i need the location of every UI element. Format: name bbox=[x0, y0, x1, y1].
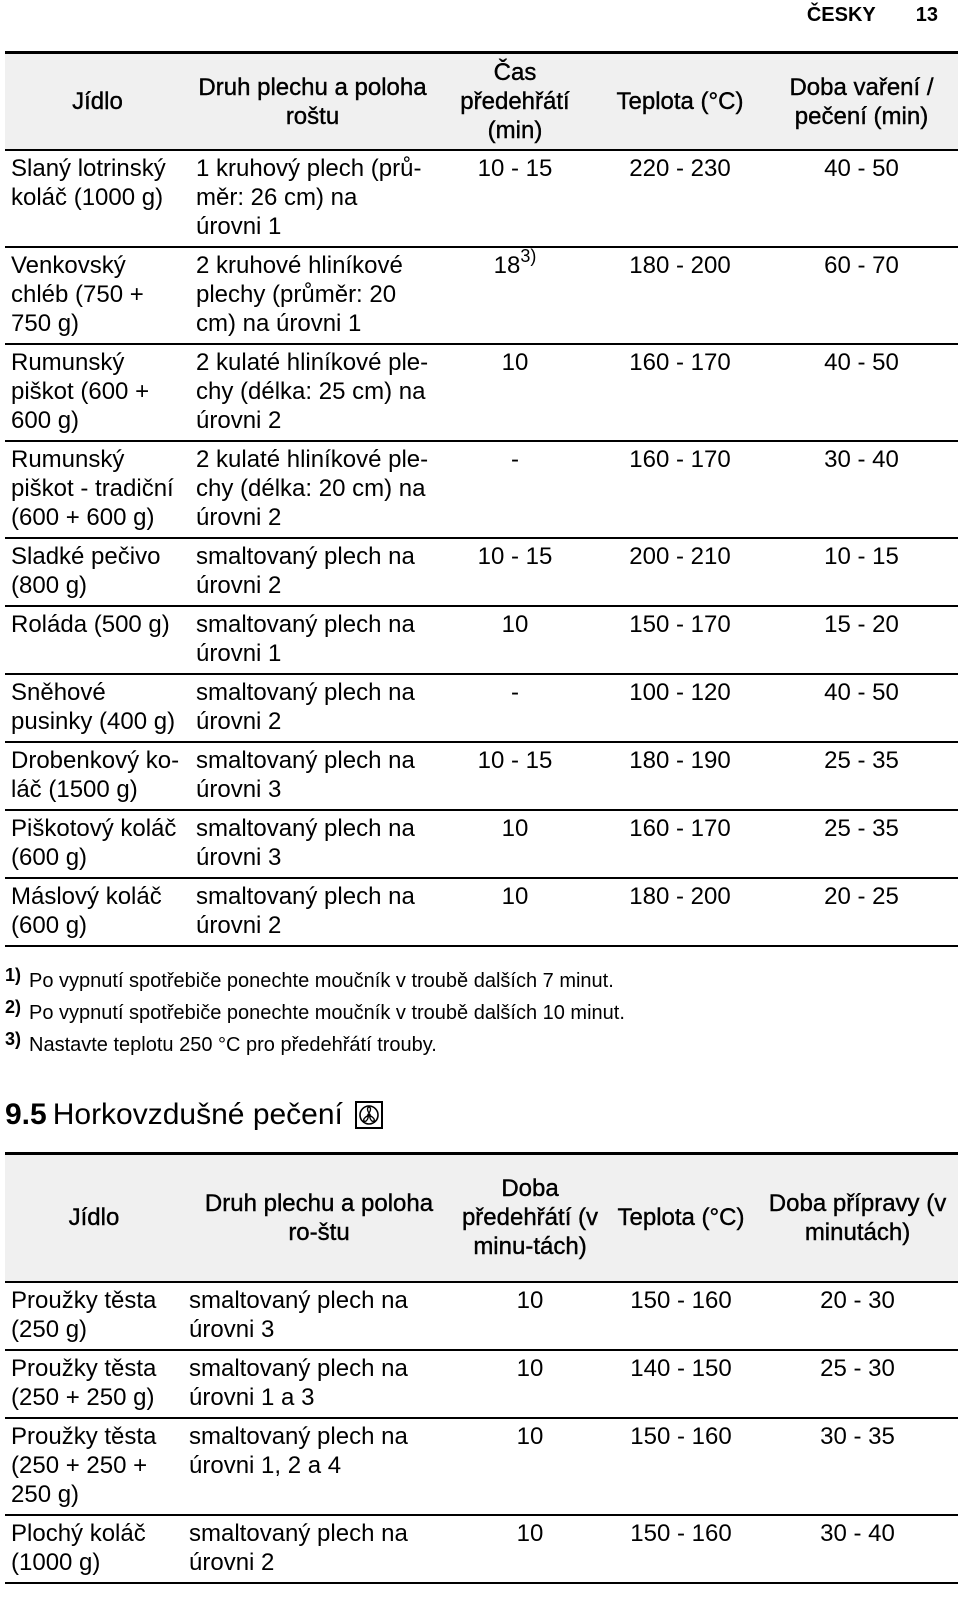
preheat-value: 10 - 15 bbox=[477, 747, 553, 774]
time-cell: 30 - 35 bbox=[820, 1422, 895, 1450]
food-cell: Sladké pečivo (800 g) bbox=[11, 543, 161, 599]
preheat-cell bbox=[435, 150, 595, 247]
preheat-value: 10 bbox=[501, 883, 529, 910]
preheat-cell bbox=[435, 344, 595, 441]
page-header bbox=[807, 0, 938, 30]
temperature-cell: 150 - 160 bbox=[630, 1286, 732, 1314]
footnote bbox=[5, 1029, 945, 1061]
tray-cell: smaltovaný plech na úrovni 1, 2 a 4 bbox=[189, 1422, 408, 1479]
temperature-cell: 180 - 200 bbox=[629, 883, 731, 910]
section-number: 9.5 bbox=[5, 1098, 47, 1131]
footnote bbox=[5, 997, 945, 1029]
column-header-preparation-time: Doba přípravy (v minutách) bbox=[757, 1154, 958, 1282]
temperature-cell: 160 - 170 bbox=[629, 446, 731, 473]
footnote-ref: 3) bbox=[520, 246, 537, 266]
footnote-mark: 2) bbox=[5, 997, 22, 1017]
preheat-cell: 10 bbox=[516, 1354, 544, 1382]
tray-cell: smaltovaný plech na úrovni 3 bbox=[196, 747, 415, 803]
preheat-value: - bbox=[511, 679, 519, 706]
section-title bbox=[5, 1095, 383, 1135]
table-row bbox=[5, 742, 958, 810]
time-cell: 40 - 50 bbox=[824, 349, 899, 376]
tray-cell: 2 kruhové hliníkové plechy (průměr: 20 cm) na úrovni 1 bbox=[196, 252, 403, 337]
time-cell: 25 - 35 bbox=[824, 815, 899, 842]
column-header-preheat: Doba předehřátí (v minu-tách) bbox=[455, 1154, 605, 1282]
time-cell: 20 - 30 bbox=[820, 1286, 895, 1314]
temperature-cell: 180 - 200 bbox=[629, 252, 731, 279]
column-header-food: Jídlo bbox=[5, 53, 190, 151]
table-row bbox=[5, 344, 958, 441]
temperature-cell: 150 - 160 bbox=[630, 1422, 732, 1450]
food-cell: Venkovský chléb (750 + 750 g) bbox=[11, 252, 144, 337]
temperature-cell: 140 - 150 bbox=[630, 1354, 732, 1382]
time-cell: 15 - 20 bbox=[824, 611, 899, 638]
preheat-cell: 10 bbox=[516, 1519, 544, 1547]
time-cell: 40 - 50 bbox=[824, 679, 899, 706]
table-row bbox=[5, 810, 958, 878]
time-cell: 25 - 35 bbox=[824, 747, 899, 774]
footnote-mark: 3) bbox=[5, 1029, 22, 1049]
temperature-cell: 180 - 190 bbox=[629, 747, 731, 774]
hot-air-baking-table bbox=[5, 1152, 958, 1584]
preheat-cell bbox=[435, 441, 595, 538]
preheat-value: 10 - 15 bbox=[477, 155, 553, 182]
time-cell: 25 - 30 bbox=[820, 1354, 895, 1382]
preheat-cell: 10 bbox=[516, 1422, 544, 1450]
preheat-cell: 10 bbox=[516, 1286, 544, 1314]
food-cell: Sněhové pusinky (400 g) bbox=[11, 679, 176, 735]
preheat-cell bbox=[435, 606, 595, 674]
preheat-value: 18 bbox=[493, 252, 521, 279]
food-cell: Drobenkový ko-láč (1500 g) bbox=[11, 747, 180, 803]
table-row bbox=[5, 1282, 958, 1350]
footnotes bbox=[5, 965, 945, 1061]
food-cell: Slaný lotrinský koláč (1000 g) bbox=[11, 155, 166, 211]
footnote-text: Po vypnutí spotřebiče ponechte moučník v troubě dalších 10 minut. bbox=[29, 1002, 625, 1024]
time-cell: 30 - 40 bbox=[824, 446, 899, 473]
temperature-cell: 100 - 120 bbox=[629, 679, 731, 706]
column-header-food: Jídlo bbox=[5, 1154, 183, 1282]
temperature-cell: 200 - 210 bbox=[629, 543, 731, 570]
tray-cell: smaltovaný plech na úrovni 3 bbox=[196, 815, 415, 871]
tray-cell: smaltovaný plech na úrovni 1 a 3 bbox=[189, 1354, 408, 1411]
column-header-cooking-time: Doba vaření / pečení (min) bbox=[765, 53, 958, 151]
time-cell: 60 - 70 bbox=[824, 252, 899, 279]
table-row bbox=[5, 150, 958, 247]
table-header-row bbox=[5, 53, 958, 151]
tray-cell: smaltovaný plech na úrovni 2 bbox=[196, 679, 415, 735]
tray-cell: smaltovaný plech na úrovni 3 bbox=[189, 1286, 408, 1343]
time-cell: 10 - 15 bbox=[824, 543, 899, 570]
temperature-cell: 160 - 170 bbox=[629, 349, 731, 376]
preheat-value: 10 bbox=[501, 815, 529, 842]
column-header-temperature: Teplota (°C) bbox=[595, 53, 765, 151]
food-cell: Roláda (500 g) bbox=[11, 611, 170, 638]
preheat-value: 10 - 15 bbox=[477, 543, 553, 570]
table-row bbox=[5, 674, 958, 742]
temperature-cell: 150 - 170 bbox=[629, 611, 731, 638]
column-header-tray: Druh plechu a poloha ro-štu bbox=[183, 1154, 455, 1282]
tray-cell: smaltovaný plech na úrovni 2 bbox=[196, 883, 415, 939]
temperature-cell: 150 - 160 bbox=[630, 1519, 732, 1547]
table-row bbox=[5, 247, 958, 344]
footnote-mark: 1) bbox=[5, 965, 22, 985]
food-cell: Proužky těsta (250 g) bbox=[11, 1286, 157, 1343]
footnote-text: Nastavte teplotu 250 °C pro předehřátí trouby. bbox=[29, 1034, 437, 1056]
column-header-tray: Druh plechu a poloha roštu bbox=[190, 53, 435, 151]
tray-cell: 2 kulaté hliníkové ple-chy (délka: 20 cm) na úrovni 2 bbox=[196, 446, 429, 531]
footnote-text: Po vypnutí spotřebiče ponechte moučník v troubě dalších 7 minut. bbox=[29, 970, 614, 992]
footnote bbox=[5, 965, 945, 997]
food-cell: Piškotový koláč (600 g) bbox=[11, 815, 177, 871]
temperature-cell: 220 - 230 bbox=[629, 155, 731, 182]
table-row bbox=[5, 1350, 958, 1418]
food-cell: Proužky těsta (250 + 250 + 250 g) bbox=[11, 1422, 157, 1508]
column-header-preheat: Čas předehřátí (min) bbox=[435, 53, 595, 151]
column-header-temperature: Teplota (°C) bbox=[605, 1154, 757, 1282]
preheat-value: 10 bbox=[501, 349, 529, 376]
time-cell: 30 - 40 bbox=[820, 1519, 895, 1547]
table-row bbox=[5, 1515, 958, 1583]
tray-cell: 2 kulaté hliníkové ple-chy (délka: 25 cm) na úrovni 2 bbox=[196, 349, 429, 434]
preheat-value: 10 bbox=[501, 611, 529, 638]
food-cell: Rumunský piškot (600 + 600 g) bbox=[11, 349, 150, 434]
preheat-cell bbox=[435, 742, 595, 810]
food-cell: Proužky těsta (250 + 250 g) bbox=[11, 1354, 157, 1411]
preheat-cell bbox=[435, 878, 595, 946]
time-cell: 20 - 25 bbox=[824, 883, 899, 910]
fan-icon bbox=[355, 1101, 383, 1129]
tray-cell: 1 kruhový plech (prů-měr: 26 cm) na úrovni 1 bbox=[196, 155, 422, 240]
preheat-cell bbox=[435, 674, 595, 742]
table-row bbox=[5, 1418, 958, 1515]
table-row bbox=[5, 441, 958, 538]
header-language: ČESKY bbox=[806, 3, 876, 26]
food-cell: Máslový koláč (600 g) bbox=[11, 883, 162, 939]
section-heading: Horkovzdušné pečení bbox=[52, 1098, 343, 1131]
page-number: 13 bbox=[915, 3, 938, 26]
food-cell: Rumunský piškot - tradiční (600 + 600 g) bbox=[11, 446, 174, 531]
temperature-cell: 160 - 170 bbox=[629, 815, 731, 842]
tray-cell: smaltovaný plech na úrovni 2 bbox=[196, 543, 415, 599]
baking-table bbox=[5, 51, 958, 947]
food-cell: Plochý koláč (1000 g) bbox=[11, 1519, 146, 1576]
tray-cell: smaltovaný plech na úrovni 1 bbox=[196, 611, 415, 667]
table-row bbox=[5, 538, 958, 606]
preheat-cell bbox=[435, 810, 595, 878]
time-cell: 40 - 50 bbox=[824, 155, 899, 182]
table-row bbox=[5, 606, 958, 674]
tray-cell: smaltovaný plech na úrovni 2 bbox=[189, 1519, 408, 1576]
preheat-cell bbox=[435, 247, 595, 344]
preheat-value: - bbox=[511, 446, 519, 473]
table-row bbox=[5, 878, 958, 946]
preheat-cell bbox=[435, 538, 595, 606]
table-header-row bbox=[5, 1154, 958, 1282]
